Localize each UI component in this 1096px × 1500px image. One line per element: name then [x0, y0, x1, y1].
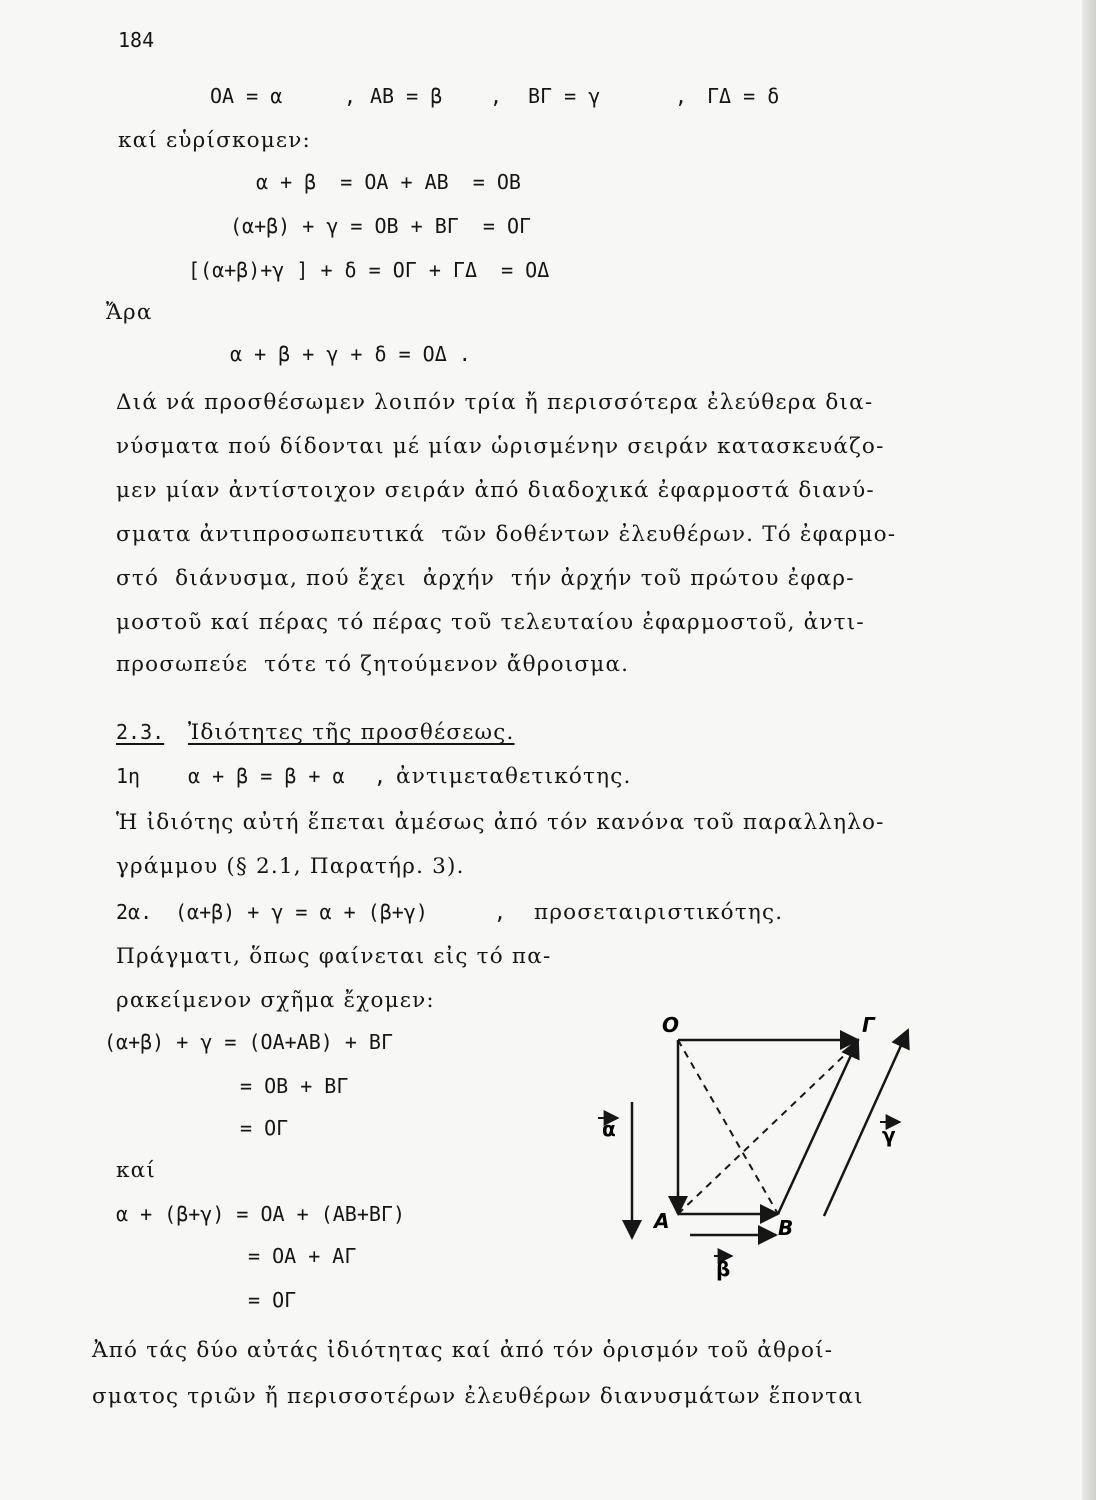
- find-text: καί εὑρίσκομεν:: [118, 128, 311, 153]
- page-number: 184: [118, 28, 155, 52]
- def-gd: ΓΔ = δ: [707, 84, 780, 108]
- assoc2-line: = ΟΓ: [248, 1288, 297, 1312]
- sum-result: α + β + γ + δ = ΟΔ .: [230, 342, 471, 366]
- assoc2-line: α + (β+γ) = OA + (AB+ΒΓ): [116, 1202, 405, 1226]
- assoc1-line: (α+β) + γ = (OA+AB) + ΒΓ: [104, 1030, 393, 1054]
- prop2-label: 2α.: [116, 900, 153, 924]
- label-gamma: γ: [882, 1123, 896, 1147]
- prop1-text: γράμμου (§ 2.1, Παρατήρ. 3).: [116, 854, 465, 879]
- sum-line: [(α+β)+γ ] + δ = ΟΓ + ΓΔ = ΟΔ: [188, 258, 550, 282]
- closing-line: Ἀπό τάς δύο αὐτάς ἰδιότητας καί ἀπό τόν ὁρισμόν τοῦ ἀθροί-: [92, 1338, 834, 1363]
- prop2-name: προσεταιριστικότης.: [534, 900, 784, 925]
- prop1-name: ἀντιμεταθετικότης.: [396, 764, 632, 789]
- paragraph-line: στό διάνυσμα, πού ἔχει ἀρχήν τήν ἀρχήν τοῦ πρώτου ἐφαρ-: [116, 566, 855, 591]
- prop1-text: Ἡ ἰδιότης αὐτή ἕπεται ἀμέσως ἀπό τόν κανόνα τοῦ παραλληλο-: [116, 810, 885, 835]
- kai-word: καί: [116, 1158, 156, 1183]
- label-alpha: α: [602, 1117, 616, 1141]
- paragraph-line: μεν μίαν ἀντίστοιχον σειράν ἀπό διαδοχικά ἐφαρμοστά διανύ-: [116, 478, 875, 503]
- label-a: A: [654, 1209, 670, 1233]
- def-ab: AB = β: [370, 84, 443, 108]
- sum-line: (α+β) + γ = OB + ΒΓ = ΟΓ: [230, 214, 532, 238]
- diagonal-ag: [678, 1048, 852, 1214]
- prop1-sep: ,: [374, 764, 387, 788]
- assoc1-line: = ΟΓ: [240, 1116, 289, 1140]
- vector-bg: [778, 1040, 858, 1214]
- assoc2-line: = OA + ΑΓ: [248, 1244, 357, 1268]
- def-sep: ,: [490, 84, 503, 108]
- paragraph-line: προσωπεύε τότε τό ζητούμενον ἄθροισμα.: [116, 652, 630, 677]
- prop2-text: ρακείμενον σχῆμα ἔχομεν:: [116, 988, 435, 1013]
- prop1-formula: α + β = β + α: [188, 764, 345, 788]
- sum-line: α + β = OA + AB = OB: [256, 170, 521, 194]
- label-b: B: [778, 1216, 794, 1240]
- label-beta: β: [716, 1257, 731, 1281]
- def-oa: OA = α: [210, 84, 283, 108]
- paragraph-line: σματα ἀντιπροσωπευτικά τῶν δοθέντων ἐλευθέρων. Τό ἐφαρμο-: [116, 522, 897, 547]
- def-bg: ΒΓ = γ: [528, 84, 601, 108]
- prop2-formula: (α+β) + γ = α + (β+γ): [175, 900, 428, 924]
- section-number: 2.3.: [116, 720, 165, 744]
- closing-line: σματος τριῶν ἤ περισσοτέρων ἐλευθέρων διανυσμάτων ἕπονται: [92, 1384, 864, 1409]
- paragraph-line: Διά νά προσθέσωμεν λοιπόν τρία ἤ περισσότερα ἐλεύθερα δια-: [116, 390, 874, 415]
- prop2-sep: ,: [494, 900, 507, 924]
- section-title: Ἰδιότητες τῆς προσθέσεως.: [188, 720, 515, 745]
- def-sep: ,: [675, 84, 688, 108]
- diagonal-ob: [678, 1040, 778, 1214]
- def-sep: ,: [344, 84, 357, 108]
- paragraph-line: νύσματα πού δίδονται μέ μίαν ὡρισμένην σειράν κατασκευάζο-: [116, 434, 885, 459]
- label-g: Γ: [862, 1013, 875, 1037]
- prop1-label: 1η: [116, 764, 141, 788]
- paragraph-line: μοστοῦ καί πέρας τό πέρας τοῦ τελευταίου ἐφαρμοστοῦ, ἀντι-: [116, 610, 865, 635]
- label-o: O: [662, 1013, 680, 1037]
- ara-word: Ἄρα: [106, 300, 153, 325]
- assoc1-line: = OB + ΒΓ: [240, 1074, 349, 1098]
- parallelogram-figure: [590, 1010, 950, 1290]
- page-edge: [1082, 0, 1096, 1500]
- prop2-text: Πράγματι, ὅπως φαίνεται εἰς τό πα-: [116, 944, 552, 969]
